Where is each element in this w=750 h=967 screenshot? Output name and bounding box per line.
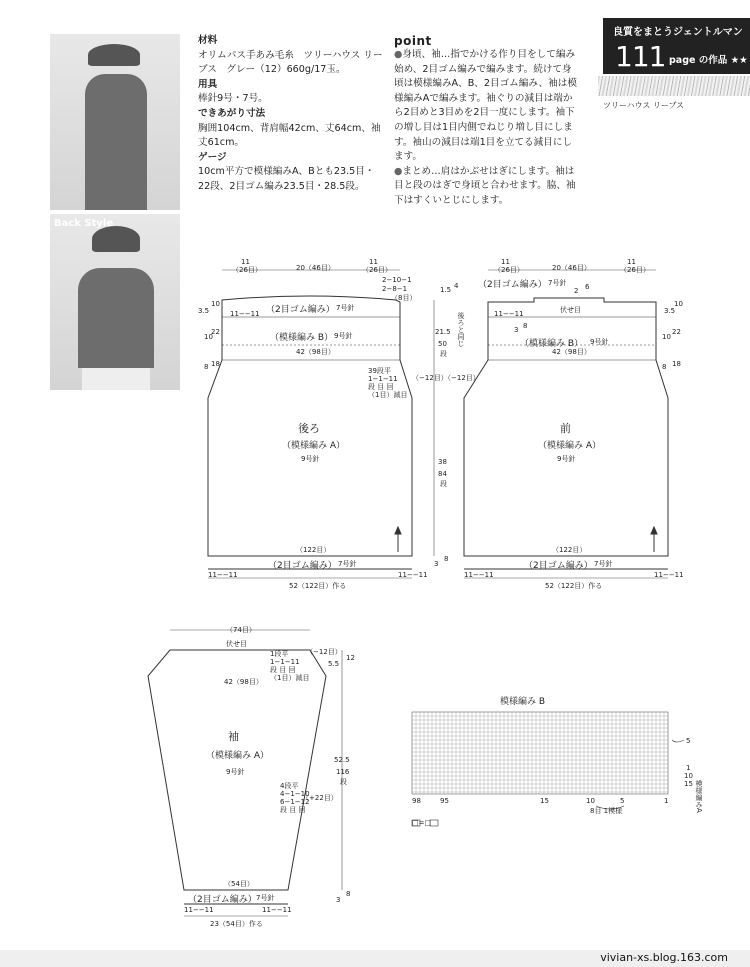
chart-b-legend: □=□ xyxy=(412,819,432,827)
page-reference: page の作品 ★★ xyxy=(669,55,748,66)
chart-b-col-98: 98 xyxy=(412,797,421,805)
chart-b-row-1: 1 xyxy=(686,764,691,772)
front-dim-18: 18 xyxy=(672,360,681,368)
back-rib-mark-r: 11−−11 xyxy=(398,571,428,579)
front-len-38: 38 xyxy=(438,458,447,466)
sleeve-width-42: 42（98目） xyxy=(224,678,263,686)
back-rib-mark-top: 11−−11 xyxy=(230,310,260,318)
front-rib-mark-r: 11−−11 xyxy=(654,571,684,579)
chart-b-row-15: 15 xyxy=(684,780,693,788)
point-paragraph-2: ●まとめ…肩はかぶせはぎにします。袖は目と段のはぎで身頃と合わせます。脇、袖下はすくいとじにします。 xyxy=(394,165,576,206)
back-hem-count: （122目） xyxy=(296,546,331,554)
front-len-50: 50 xyxy=(438,340,447,348)
series-title: 良質をまとうジェントルマン xyxy=(613,27,743,38)
sleeve-len-525: 52.5 xyxy=(334,756,350,764)
back-arm-5: （−12目） xyxy=(412,374,448,382)
front-len-84-rows: 段 xyxy=(440,480,447,488)
back-pattern-b-needle: 9号針 xyxy=(334,332,353,340)
back-hem-rib: （2目ゴム編み） xyxy=(268,561,337,571)
front-bind: 伏せ目 xyxy=(560,306,581,314)
sleeve-cuff-count: （54目） xyxy=(224,880,254,888)
back-arm-1: 39段平 xyxy=(368,367,391,375)
sleeve-cap-3: 段 目 回 xyxy=(270,666,296,674)
back-pattern: （模様編み A） xyxy=(282,441,346,451)
back-shoulder-l: 11 xyxy=(241,258,250,266)
front-len-3-rows: 8 xyxy=(523,322,528,330)
footer-site: vivian-xs.blog.163.com xyxy=(600,951,728,964)
sleeve-cap-rows: 12 xyxy=(346,654,355,662)
front-len-3: 3 xyxy=(514,326,519,334)
back-pattern-b: （模様編み B） xyxy=(270,333,334,343)
sleeve-inc-1: 4段平 xyxy=(280,782,299,790)
back-total-width: 52（122目）作る xyxy=(289,582,347,590)
front-len-3b: 3 xyxy=(434,560,439,568)
tools-text: 棒針9号・7号。 xyxy=(198,93,268,105)
front-len-215: 21.5 xyxy=(435,328,451,336)
front-len-2: 2 xyxy=(574,287,579,295)
sleeve-cuff-rib: （2目ゴム編み） xyxy=(188,895,257,905)
front-shoulder-l: 11 xyxy=(501,258,510,266)
back-needle: 9号針 xyxy=(301,455,320,463)
front-rib-mark-top: 11−−11 xyxy=(494,310,524,318)
front-len-84: 84 xyxy=(438,470,447,478)
sleeve-top-width: （74目） xyxy=(226,626,256,634)
sleeve-cuff-needle: 7号針 xyxy=(256,894,275,902)
point-paragraph-1: ●身頃、袖…指でかける作り目をして編み始め、2目ゴム編みで編みます。続けて身頃は模様編みA、B、2目ゴム編み、袖は模様編みAで編みます。袖ぐりの減目は端から2目めと3目めを2目一度にします。袖下の増し目は1目内側でねじり増し目にします。袖山の減目は端1目を立てる減目にします。 xyxy=(394,49,577,163)
back-dim-8: 8 xyxy=(204,363,209,371)
front-needle: 9号針 xyxy=(557,455,576,463)
sleeve-cuff-width: 23（54目）作る xyxy=(210,920,263,928)
chart-b-col-15: 15 xyxy=(540,797,549,805)
front-yoke-rib: （2目ゴム編み） xyxy=(478,280,547,290)
bullet-icon: ● xyxy=(394,165,403,177)
back-hem-needle: 7号針 xyxy=(338,560,357,568)
front-shoulder-l-st: （26目） xyxy=(494,266,524,274)
front-len-15: 1.5 xyxy=(440,286,452,294)
gauge-heading: ゲージ xyxy=(198,151,227,163)
sleeve-cap-2: 1−1−11 xyxy=(270,658,300,666)
sleeve-len-116: 116 xyxy=(336,768,350,776)
sleeve-needle: 9号針 xyxy=(226,768,245,776)
front-dim-22: 22 xyxy=(672,328,681,336)
back-dim-10-rows: 10 xyxy=(211,300,220,308)
back-arm-3: 段 目 回 xyxy=(368,383,394,391)
front-armhole-side: （−12目） xyxy=(444,374,480,382)
front-len-15-rows: 4 xyxy=(454,282,459,290)
front-hem-rib: （2目ゴム編み） xyxy=(524,561,593,571)
back-yoke-needle: 7号針 xyxy=(336,304,355,312)
back-dim-18: 18 xyxy=(211,360,220,368)
front-dim-10-rows: 10 xyxy=(674,300,683,308)
front-len-50-rows: 段 xyxy=(440,350,447,358)
chart-b-col-5: 5 xyxy=(620,797,625,805)
back-dim-22: 22 xyxy=(211,328,220,336)
materials-heading: 材料 xyxy=(198,35,218,46)
front-pattern-b: （模様編み B） xyxy=(520,339,584,349)
pattern-number: 111 xyxy=(615,40,666,73)
sleeve-pattern: （模様編み A） xyxy=(206,751,270,761)
front-neck: 20（46目） xyxy=(552,264,591,272)
size-heading: できあがり寸法 xyxy=(198,107,266,119)
back-shoulder-l-st: （26目） xyxy=(232,266,262,274)
chart-b-row-5: 5 xyxy=(686,737,691,745)
front-pattern: （模様編み A） xyxy=(538,441,602,451)
front-hem-count: （122目） xyxy=(552,546,587,554)
front-dim-8: 8 xyxy=(662,363,667,371)
gauge-text: 10cm平方で模様編みA、Bとも23.5目・22段、2目ゴム編み23.5目・28.5段。 xyxy=(198,166,375,192)
chart-b-col-10: 10 xyxy=(586,797,595,805)
sleeve-rib-mark-l: 11−−11 xyxy=(184,906,214,914)
sleeve-cap-1: 1段平 xyxy=(270,650,289,658)
back-shoulder-r: 11 xyxy=(369,258,378,266)
chart-b-col-1: 1 xyxy=(664,797,669,805)
front-same-note: 後ろと同じ xyxy=(457,312,465,347)
back-yoke-rib: （2目ゴム編み） xyxy=(266,305,335,315)
front-width-42: 42（98目） xyxy=(552,348,591,356)
sleeve-cap-4: （1目）減目 xyxy=(270,674,310,682)
back-dec-c: （8目） xyxy=(391,294,417,302)
tools-heading: 用具 xyxy=(198,78,218,90)
point-title: point xyxy=(394,34,432,48)
back-shoulder-r-st: （26目） xyxy=(362,266,392,274)
front-pattern-b-needle: 9号針 xyxy=(590,338,609,346)
sleeve-cuff-rows: 8 xyxy=(346,890,351,898)
materials-text: オリムパス手あみ毛糸 ツリーハウス リーブス グレー（12）660g/17玉。 xyxy=(198,49,383,76)
back-dim-10: 10 xyxy=(204,333,213,341)
back-style-label: Back Style xyxy=(54,218,114,229)
front-total-width: 52（122目）作る xyxy=(545,582,603,590)
back-dec-b: 2−8−1 xyxy=(382,285,408,293)
chart-b-title: 模様編み B xyxy=(500,697,546,707)
front-shoulder-r: 11 xyxy=(627,258,636,266)
front-rib-mark-l: 11−−11 xyxy=(464,571,494,579)
front-hem-needle: 7号針 xyxy=(594,560,613,568)
front-dim-10: 10 xyxy=(662,333,671,341)
chart-b-repeat: 8目 1模様 xyxy=(590,807,623,815)
front-dim-35: 3.5 xyxy=(664,307,676,315)
footer-bar xyxy=(0,950,750,967)
back-dec-a: 2−10−1 xyxy=(382,276,412,284)
front-len-3b-rows: 8 xyxy=(444,555,449,563)
chart-b-row-10: 10 xyxy=(684,772,693,780)
front-yoke-needle: 7号針 xyxy=(548,279,567,287)
sleeve-cap-5: （−12目） xyxy=(306,648,342,656)
back-arm-4: （1目）減目 xyxy=(368,391,408,399)
sleeve-inc-4: 段 目 回 xyxy=(280,806,306,814)
sleeve-inc-5: （+22目） xyxy=(302,794,338,802)
back-neck: 20（46目） xyxy=(296,264,335,272)
yarn-name: ツリーハウス リーブス xyxy=(603,101,685,110)
sleeve-inc-3: 6−1−12 xyxy=(280,798,310,806)
sleeve-title: 袖 xyxy=(228,730,239,743)
front-shoulder-r-st: （26目） xyxy=(620,266,650,274)
back-rib-mark-l: 11−−11 xyxy=(208,571,238,579)
back-width-42: 42（98目） xyxy=(296,348,335,356)
chart-b-pattern-a: 模様編みA xyxy=(695,780,703,813)
sleeve-bind: 伏せ目 xyxy=(226,640,247,648)
front-title: 前 xyxy=(560,422,571,435)
sleeve-rib-mark-r: 11−−11 xyxy=(262,906,292,914)
chart-b-col-95: 95 xyxy=(440,797,449,805)
sleeve-len-116-rows: 段 xyxy=(340,778,347,786)
size-text: 胸囲104cm、背肩幅42cm、丈64cm、袖丈61cm。 xyxy=(198,122,381,149)
front-len-2-rows: 6 xyxy=(585,283,590,291)
sleeve-cap-len: 5.5 xyxy=(328,660,340,668)
sleeve-cuff-len: 3 xyxy=(336,896,341,904)
sleeve-inc-2: 4−1−10 xyxy=(280,790,310,798)
bullet-icon: ● xyxy=(394,49,403,60)
back-title: 後ろ xyxy=(298,422,320,435)
back-arm-2: 1−1−11 xyxy=(368,375,398,383)
back-dim-35: 3.5 xyxy=(198,307,210,315)
